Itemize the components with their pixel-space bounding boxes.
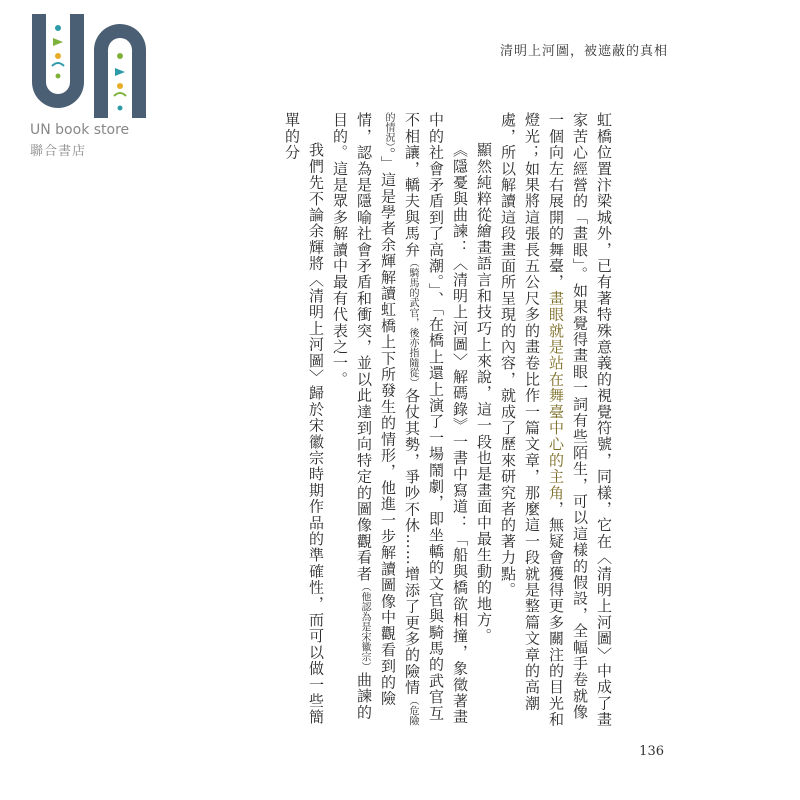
page-number: 136 bbox=[639, 744, 664, 759]
quote-part-2: 各仗其勢，爭吵不休……增添了更多的險情 bbox=[403, 387, 421, 696]
paragraph-continued bbox=[496, 112, 616, 732]
un-logo-mark bbox=[28, 12, 154, 120]
inline-note-3: （他認為是宋徽宗） bbox=[359, 581, 370, 672]
highlighted-phrase: 畫眼就是站在舞臺中心的主角 bbox=[547, 290, 565, 501]
body-text bbox=[250, 112, 616, 732]
paragraph-2: 顯然純粹從繪畫語言和技巧上來說，這一段也是畫面中最生動的地方。 bbox=[475, 142, 493, 645]
logo-text-chinese: 聯合書店 bbox=[30, 144, 87, 159]
paragraph-4: 我們先不論余輝將〈清明上河圖〉歸於宋徽宗時期作品的準確性，而可以做一些簡單的分 bbox=[283, 112, 325, 726]
running-header: 清明上河圖，被遮蔽的真相 bbox=[499, 44, 668, 59]
paragraph-3 bbox=[328, 112, 472, 732]
quote-part-3: 。」這是學者余輝解讀虹橋上下所發生的情形，他進一步解讀圖像中觀看到的險情，認為是隱喻社會矛盾和衝突，並以此達到向特定的圖像觀看者 bbox=[355, 112, 397, 707]
paragraph-1-text: 苦心經營的「畫眼」。如果覺得畫眼一詞有些陌生，可以這樣的假設，全幅手卷就像一個向左右展開的舞臺， bbox=[547, 112, 589, 721]
bookstore-logo bbox=[28, 12, 154, 160]
logo-text-english: UN book store bbox=[30, 122, 130, 138]
paragraph-0-text: 虹橋位置汴梁城外，已有著特殊意義的視覺符號，同樣，它在〈清明上河圖〉中成了畫家 bbox=[571, 112, 613, 728]
quote-part-1: 《隱憂與曲諫：〈清明上河圖〉解碼錄》一書中寫道：「船與橋欲相撞，象徵著畫中的社會矛盾到了高潮。」、「在橋上還上演了一場鬧劇，即坐轎的文官與騎馬的武官互不相讓，轎夫與馬弁 bbox=[403, 112, 469, 726]
quote-part-4: 曲諫的目的。這是眾多解讀中最有代表之一。 bbox=[331, 112, 373, 721]
inline-note-2: （危險的情況） bbox=[383, 112, 418, 726]
inline-note-1: （騎馬的武官，後亦指隨從） bbox=[407, 257, 418, 388]
paragraph-1-tail: ，無疑會獲得更多關注的目光和燈光；如果將這張長五公尺多的畫卷比作一篇文章，那麼這一段就是整篇文章的高潮處，所以解讀這段畫面所呈現的內容，就成了歷來研究者的著力點。 bbox=[499, 112, 565, 728]
